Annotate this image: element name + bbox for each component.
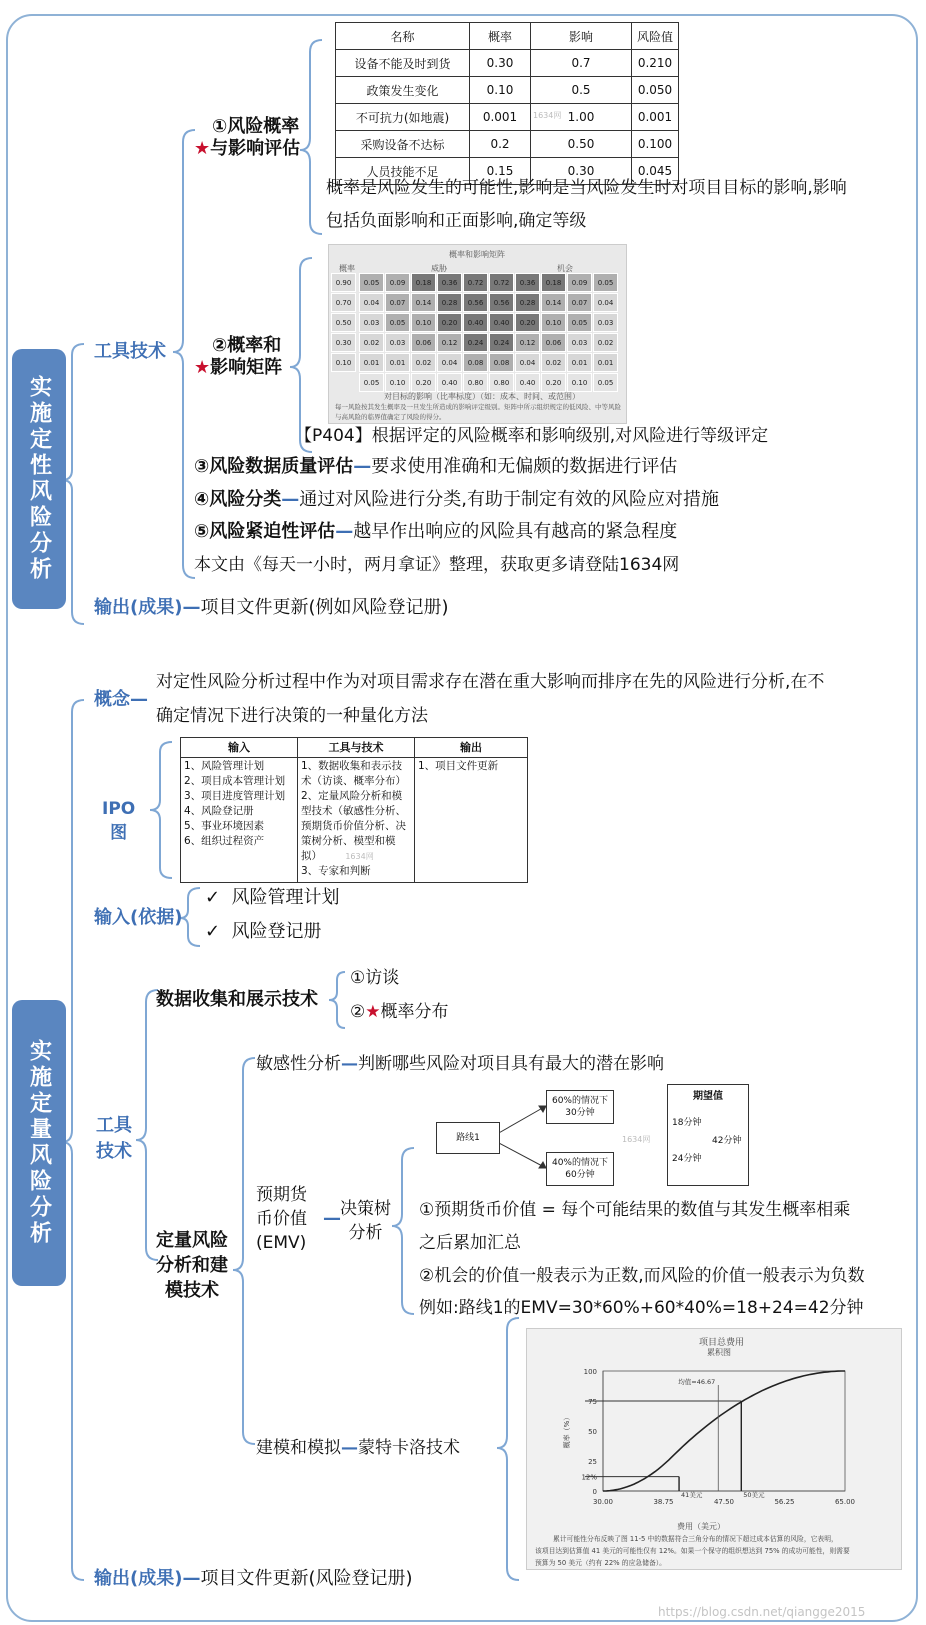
dt-label (340, 1197, 391, 1245)
matrix-cell: 0.02 (541, 353, 566, 372)
connector-dash: — (335, 521, 354, 542)
matrix-impact: 0.20 (411, 373, 436, 392)
cumulative-curve (603, 1371, 845, 1491)
model-tech-title-line1: 定量风险 (156, 1230, 228, 1251)
matrix-cell: 0.06 (411, 333, 436, 352)
list-item: 6、组织过程资产 (184, 835, 265, 847)
item2-desc: 【P404】根据评定的风险概率和影响级别,对风险进行等级评定 (295, 426, 769, 446)
matrix-cell: 0.03 (385, 333, 410, 352)
matrix-cell: 0.03 (567, 333, 592, 352)
branch1-line2: 30分钟 (565, 1108, 595, 1118)
s2-tools-label-line2: 技术 (96, 1141, 132, 1162)
tree-root: 路线1 (436, 1122, 500, 1154)
matrix-title: 概率和影响矩阵 (449, 250, 505, 259)
matrix-cell: 0.06 (541, 333, 566, 352)
y-tick-label: 50 (588, 1428, 597, 1436)
connector-dash: — (182, 597, 201, 618)
connector-dash: — (341, 1054, 358, 1074)
item2-title (194, 335, 282, 379)
mean-label: 均值=46.67 (678, 1378, 716, 1386)
emv-label-line3: (EMV) (256, 1233, 307, 1253)
matrix-cell: 0.20 (437, 313, 462, 332)
matrix-impact: 0.40 (437, 373, 462, 392)
matrix-cell: 0.02 (359, 333, 384, 352)
matrix-cell: 0.01 (593, 353, 618, 372)
table-cell: 0.001 (470, 104, 531, 131)
matrix-cell: 0.08 (463, 353, 488, 372)
y-tick-label: 25 (588, 1458, 597, 1466)
item4 (194, 488, 719, 512)
matrix-prob: 0.70 (331, 293, 356, 312)
table-row (336, 131, 679, 158)
x-tick-label: 38.75 (653, 1498, 674, 1506)
table-cell: 0.10 (470, 77, 531, 104)
ipo-inputs (181, 758, 298, 883)
matrix-cell: 0.09 (567, 273, 592, 292)
list-item: 策树分析、模型和模 (301, 835, 396, 847)
list-item: 1、数据收集和表示技 (301, 760, 403, 772)
table-cell: 0.15 (470, 158, 531, 185)
branch1-line1: 60%的情况下 (551, 1096, 608, 1106)
ipo-header: 输入 (181, 738, 298, 758)
matrix-impact: 0.05 (359, 373, 384, 392)
concept (94, 688, 148, 712)
branch2-line1: 40%的情况下 (551, 1158, 608, 1168)
s2-tools-label (96, 1113, 132, 1165)
matrix-cell: 0.02 (411, 353, 436, 372)
sim-title: 建模和模拟 (256, 1438, 341, 1458)
matrix-cell: 0.02 (593, 333, 618, 352)
list-item: 1、项目文件更新 (418, 760, 499, 772)
connector-dash: — (353, 456, 372, 477)
table-cell: 0.30 (531, 158, 632, 185)
s2-input-2 (205, 920, 322, 944)
scurve-note-line3: 预算为 50 美元（约有 22% 的应急储备）。 (535, 1559, 666, 1567)
matrix-cell: 0.18 (541, 273, 566, 292)
table-header: 概率 (470, 23, 531, 50)
dt-label-line1: 决策树 (340, 1199, 391, 1219)
item3 (194, 455, 677, 479)
input-item: 风险登记册 (231, 921, 322, 942)
tree-branch1 (546, 1090, 614, 1124)
matrix-cell: 0.05 (385, 313, 410, 332)
table-cell: 采购设备不达标 (336, 131, 470, 158)
matrix-cell: 0.04 (437, 353, 462, 372)
matrix-prob: 0.30 (331, 333, 356, 352)
list-item: 2、项目成本管理计划 (184, 775, 286, 787)
item1-title (194, 116, 300, 160)
connector-dash: — (130, 689, 148, 710)
matrix-opportunity-label: 机会 (557, 264, 573, 273)
s2-output-text: 项目文件更新(风险登记册) (200, 1568, 413, 1589)
input-item: 风险管理计划 (231, 887, 340, 908)
matrix-cell: 0.36 (515, 273, 540, 292)
connector-dash: — (182, 1568, 201, 1589)
ipo-watermark: 1634网 (345, 852, 374, 861)
matrix-cell: 0.04 (515, 353, 540, 372)
connector-dash: — (323, 1208, 341, 1229)
item1-title-line2: 与影响评估 (210, 138, 301, 159)
data-tech-title: 数据收集和展示技术 (156, 989, 318, 1010)
matrix-cell: 0.72 (489, 273, 514, 292)
table-header: 名称 (336, 23, 470, 50)
item3-desc: 要求使用准确和无偏颇的数据进行评估 (371, 456, 678, 477)
model-tech-title (156, 1228, 228, 1303)
s1-output (94, 596, 449, 620)
s2-output-label: 输出(成果) (94, 1568, 183, 1589)
x-tick-label: 56.25 (774, 1498, 795, 1506)
connector-dash: — (341, 1438, 358, 1458)
matrix-impact: 0.20 (541, 373, 566, 392)
table-cell: 0.210 (632, 50, 679, 77)
branch2-line2: 60分钟 (565, 1170, 595, 1180)
item5-title: ⑤风险紧迫性评估 (194, 521, 336, 542)
table-row (181, 758, 528, 883)
matrix-cell: 0.01 (359, 353, 384, 372)
check-icon: ✓ (205, 887, 221, 908)
scurve-note-line2: 该项目达到估算值 41 美元的可能性仅有 12%。如果一个保守的组织想达到 75% 的成功可能性，则需要 (535, 1547, 850, 1555)
emv-desc1-line2: 之后累加汇总 (419, 1233, 521, 1253)
matrix-impact: 0.05 (593, 373, 618, 392)
table-row (336, 77, 679, 104)
matrix-impact: 0.80 (489, 373, 514, 392)
ev-box (667, 1084, 749, 1186)
table-cell: 0.7 (531, 50, 632, 77)
matrix-cell: 0.04 (593, 293, 618, 312)
monte-carlo-s-curve (526, 1328, 902, 1570)
matrix-cell: 0.14 (541, 293, 566, 312)
table-cell (531, 104, 632, 131)
ev-a: 18分钟 (672, 1118, 702, 1128)
y-tick-label: 12% (581, 1473, 597, 1482)
ipo-label (102, 797, 135, 845)
list-item: 术（访谈、概率分布） (301, 775, 406, 787)
y-tick-label: 0 (592, 1488, 597, 1496)
scurve-title: 项目总费用 (699, 1338, 745, 1348)
y-axis-label: 概率（%） (563, 1413, 571, 1449)
ipo-header: 工具与技术 (298, 738, 415, 758)
matrix-cell: 0.05 (359, 273, 384, 292)
matrix-cell: 0.20 (515, 313, 540, 332)
matrix-cell: 0.05 (593, 273, 618, 292)
item5 (194, 520, 677, 544)
model-tech-title-line3: 模技术 (165, 1280, 219, 1301)
item2-title-line2: 影响矩阵 (210, 357, 283, 378)
star-icon: ★ (365, 1002, 381, 1022)
matrix-cell: 0.01 (385, 353, 410, 372)
emv-label-line1: 预期货 (256, 1185, 307, 1205)
matrix-cell: 0.01 (567, 353, 592, 372)
list-item: 3、项目进度管理计划 (184, 790, 286, 802)
matrix-prob: 0.10 (331, 353, 356, 372)
emv-desc1-line1: ①预期货币价值 = 每个可能结果的数值与其发生概率相乘 (419, 1200, 851, 1220)
section1-title: 实施定性风险分析 (12, 349, 66, 609)
matrix-cell: 0.12 (437, 333, 462, 352)
concept-line2: 确定情况下进行决策的一种量化方法 (156, 706, 428, 726)
matrix-cell: 0.40 (489, 313, 514, 332)
sensitivity-title: 敏感性分析 (256, 1054, 341, 1074)
table-cell: 0.2 (470, 131, 531, 158)
url-watermark: https://blog.csdn.net/qiangge2015 (658, 1605, 866, 1619)
scurve-plot (527, 1353, 901, 1523)
matrix-prob: 0.50 (331, 313, 356, 332)
ev-b: 24分钟 (672, 1154, 702, 1164)
y-tick-label: 75 (588, 1398, 597, 1406)
table-cell: 0.050 (632, 77, 679, 104)
risk-value-table (335, 22, 679, 185)
matrix-cell: 0.09 (385, 273, 410, 292)
s2-input-label: 输入(依据) (94, 907, 183, 928)
table-header: 影响 (531, 23, 632, 50)
connector-dash: — (281, 489, 300, 510)
table-cell: 0.30 (470, 50, 531, 77)
probability-impact-matrix (328, 244, 627, 424)
matrix-prob-label: 概率 (339, 264, 355, 273)
matrix-cell: 0.12 (515, 333, 540, 352)
data-tech-item2-label: 概率分布 (380, 1002, 449, 1022)
ipo-outputs (415, 758, 528, 883)
matrix-cell: 0.08 (489, 353, 514, 372)
table-row (336, 104, 679, 131)
mark-50-label: 50美元 (743, 1491, 765, 1499)
table-cell: 0.045 (632, 158, 679, 185)
emv-example: 例如:路线1的EMV=30*60%+60*40%=18+24=42分钟 (419, 1298, 864, 1318)
y-tick-label: 100 (583, 1368, 597, 1376)
table-cell: 0.100 (632, 131, 679, 158)
x-tick-label: 30.00 (592, 1498, 614, 1506)
matrix-cell: 0.24 (489, 333, 514, 352)
table-cell: 政策发生变化 (336, 77, 470, 104)
table-cell: 0.5 (531, 77, 632, 104)
matrix-prob: 0.90 (331, 273, 356, 292)
list-item: 2、定量风险分析和模 (301, 790, 403, 802)
item5-desc: 越早作出响应的风险具有越高的紧急程度 (353, 521, 678, 542)
matrix-cell: 0.03 (593, 313, 618, 332)
ev-sum: 42分钟 (712, 1136, 742, 1146)
item4-title: ④风险分类 (194, 489, 282, 510)
matrix-cell: 0.14 (411, 293, 436, 312)
mark-41-label: 41美元 (681, 1491, 703, 1499)
item1-desc-line2: 包括负面影响和正面影响,确定等级 (326, 211, 587, 231)
list-item: 3、专家和判断 (301, 865, 371, 877)
item1-title-line1: ①风险概率 (212, 116, 300, 137)
star-icon: ★ (194, 357, 211, 378)
matrix-cell: 0.04 (359, 293, 384, 312)
data-tech-item2 (350, 1000, 449, 1024)
matrix-cell: 0.40 (463, 313, 488, 332)
matrix-cell: 0.56 (463, 293, 488, 312)
ipo-label-line2: 图 (110, 823, 128, 843)
matrix-cell: 0.05 (567, 313, 592, 332)
matrix-impact: 0.10 (385, 373, 410, 392)
emv-label-line2: 币价值 (256, 1209, 307, 1229)
sensitivity (256, 1052, 664, 1076)
item1-desc-line1: 概率是风险发生的可能性,影响是当风险发生时对项目目标的影响,影响 (326, 178, 847, 198)
matrix-impact: 0.40 (515, 373, 540, 392)
sim (256, 1436, 460, 1460)
data-tech-item2-num: ② (350, 1002, 366, 1022)
table-cell: 不可抗力(如地震) (336, 104, 470, 131)
matrix-impact: 0.10 (567, 373, 592, 392)
concept-line1: 对定性风险分析过程中作为对项目需求存在潜在重大影响而排序在先的风险进行分析,在不 (156, 672, 825, 692)
emv-desc2: ②机会的价值一般表示为正数,而风险的价值一般表示为负数 (419, 1266, 865, 1286)
matrix-note-line1: 每一风险按其发生概率及一旦发生所造成的影响评定级别。矩阵中所示组织规定的低风险、中等风险 (335, 403, 621, 411)
s2-input-1 (205, 886, 340, 910)
scurve-xlabel: 费用（美元） (677, 1522, 725, 1531)
table-cell: 0.50 (531, 131, 632, 158)
model-tech-title-line2: 分析和建 (156, 1255, 228, 1276)
matrix-cell: 0.24 (463, 333, 488, 352)
matrix-cell: 0.56 (489, 293, 514, 312)
list-item: 预期货币价值分析、决 (301, 820, 406, 832)
s2-output (94, 1567, 413, 1591)
plot-frame (603, 1371, 845, 1491)
ipo-tools (298, 758, 415, 883)
matrix-cell: 0.10 (541, 313, 566, 332)
table-cell: 设备不能及时到货 (336, 50, 470, 77)
matrix-footer: 对目标的影响（比率标度）（如：成本、时间、或范围） (384, 392, 580, 401)
tree-watermark: 1634网 (622, 1135, 651, 1144)
ev-title: 期望值 (693, 1091, 723, 1102)
matrix-cell: 0.03 (359, 313, 384, 332)
s2-tools-label-line1: 工具 (96, 1115, 132, 1136)
matrix-cell: 0.28 (515, 293, 540, 312)
check-icon: ✓ (205, 921, 221, 942)
s1-output-label: 输出(成果) (94, 597, 183, 618)
matrix-cell: 0.07 (385, 293, 410, 312)
matrix-threat-label: 威胁 (431, 264, 447, 273)
x-tick-label: 47.50 (713, 1498, 735, 1506)
item2-title-line1: ②概率和 (212, 335, 282, 356)
s1-tools-label: 工具技术 (94, 341, 166, 362)
scurve-subtitle: 累积图 (707, 1348, 731, 1357)
list-item: 1、风险管理计划 (184, 760, 265, 772)
item3-title: ③风险数据质量评估 (194, 456, 354, 477)
source-note: 本文由《每天一小时，两月拿证》整理，获取更多请登陆1634网 (194, 555, 680, 575)
matrix-impact: 0.80 (463, 373, 488, 392)
section2-title: 实施定量风险分析 (12, 1000, 66, 1286)
dt-label-line2: 分析 (348, 1223, 383, 1243)
table-row (336, 50, 679, 77)
list-item: 4、风险登记册 (184, 805, 254, 817)
star-icon: ★ (194, 138, 211, 159)
matrix-note-line2: 与高风险的临界值确定了风险的得分。 (335, 413, 446, 421)
table-watermark: 1634网 (533, 111, 562, 120)
matrix-cell: 0.28 (437, 293, 462, 312)
table-cell-value: 1.00 (567, 110, 595, 124)
list-item: 5、事业环境因素 (184, 820, 265, 832)
tree-branch2 (546, 1152, 614, 1186)
ipo-label-line1: IPO (102, 799, 136, 819)
sim-desc: 蒙特卡洛技术 (358, 1438, 460, 1458)
item4-desc: 通过对风险进行分类,有助于制定有效的风险应对措施 (299, 489, 719, 510)
matrix-cell: 0.07 (567, 293, 592, 312)
data-tech-item1: ①访谈 (350, 968, 400, 988)
ipo-header: 输出 (415, 738, 528, 758)
list-item: 拟） 1634网 (301, 850, 374, 862)
ipo-table (180, 737, 528, 883)
matrix-cell: 0.72 (463, 273, 488, 292)
matrix-cell: 0.36 (437, 273, 462, 292)
matrix-cell: 0.10 (411, 313, 436, 332)
sensitivity-desc: 判断哪些风险对项目具有最大的潜在影响 (358, 1054, 664, 1074)
emv-connector (323, 1207, 341, 1231)
concept-label: 概念 (94, 689, 130, 710)
table-cell: 0.001 (632, 104, 679, 131)
matrix-cell: 0.18 (411, 273, 436, 292)
table-cell: 人员技能不足 (336, 158, 470, 185)
emv-label (256, 1183, 307, 1255)
s1-output-text: 项目文件更新(例如风险登记册) (200, 597, 449, 618)
list-item: 型技术（敏感性分析、 (301, 805, 406, 817)
table-header: 风险值 (632, 23, 679, 50)
x-tick-label: 65.00 (834, 1498, 856, 1506)
scurve-note-line1: 累计可能性分布反映了图 11-5 中的数据符合三角分布的情况下超过成本估算的风险，它表明， (553, 1535, 838, 1543)
